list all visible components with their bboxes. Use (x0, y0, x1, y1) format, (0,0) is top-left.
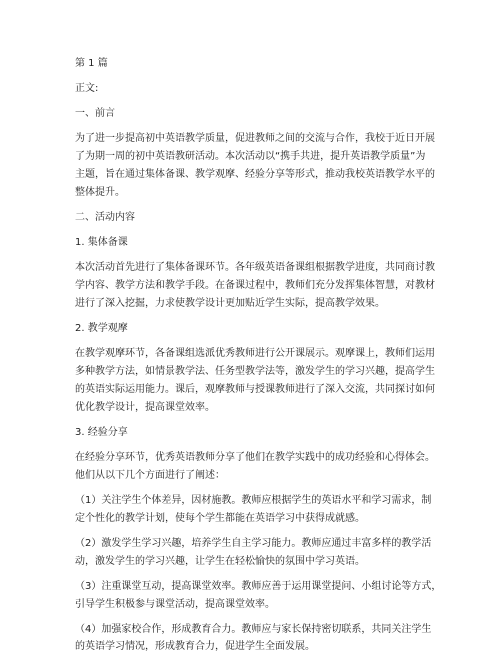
item3-line: 他们从以下几个方面进行了阐述： (75, 470, 225, 481)
content-heading: 二、活动内容 (75, 212, 135, 223)
article-label: 第 1 篇 (75, 58, 108, 69)
point4-line: （4）加强家校合作，形成教育合力。教师应与家长保持密切联系，共同关注学生 (75, 624, 432, 635)
item2-line: 多种教学方法，如情景教学法、任务型教学法等，激发学生的学习兴趣，提高学生 (75, 366, 435, 377)
intro-line: 为了进一步提高初中英语教学质量，促进教师之间的交流与合作，我校于近日开展 (75, 133, 435, 144)
point4-line: 的英语学习情况，形成教育合力，促进学生全面发展。 (75, 641, 315, 652)
item2-line: 在教学观摩环节，各备课组选派优秀教师进行公开课展示。观摩课上，教师们运用 (75, 348, 435, 359)
point1-line: 定个性化的教学计划，使每个学生都能在英语学习中获得成就感。 (75, 513, 365, 524)
item2-line: 优化教学设计，提高课堂效率。 (75, 402, 215, 413)
body-label: 正文: (75, 83, 99, 94)
point1-line: （1）关注学生个体差异，因材施教。教师应根据学生的英语水平和学习需求，制 (75, 495, 432, 506)
point2-line: 动，激发学生的学习兴趣，让学生在轻松愉快的氛围中学习英语。 (75, 556, 365, 567)
intro-heading: 一、前言 (75, 108, 115, 119)
point3-line: （3）注重课堂互动，提高课堂效率。教师应善于运用课堂提问、小组讨论等方式， (75, 581, 442, 592)
item1-line: 本次活动首先进行了集体备课环节。各年级英语备课组根据教学进度，共同商讨教 (75, 262, 435, 273)
intro-line: 主题，旨在通过集体备课、教学观摩、经验分享等形式，推动我校英语教学水平的 (75, 169, 435, 180)
item2-heading: 2. 教学观摩 (75, 323, 128, 334)
item1-line: 进行了深入挖掘，力求使教学设计更加贴近学生实际，提高教学效果。 (75, 298, 385, 309)
item3-heading: 3. 经验分享 (75, 427, 128, 438)
intro-line: 了为期一周的初中英语教研活动。本次活动以“携手共进，提升英语教学质量”为 (75, 151, 426, 162)
point3-line: 引导学生积极参与课堂活动，提高课堂效率。 (75, 599, 275, 610)
point2-line: （2）激发学生学习兴趣，培养学生自主学习能力。教师应通过丰富多样的教学活 (75, 538, 432, 549)
item3-line: 在经验分享环节，优秀英语教师分享了他们在教学实践中的成功经验和心得体会。 (75, 452, 435, 463)
item1-heading: 1. 集体备课 (75, 237, 128, 248)
item1-line: 学内容、教学方法和教学手段。在备课过程中，教师们充分发挥集体智慧，对教材 (75, 280, 435, 291)
intro-line: 整体提升。 (75, 187, 125, 198)
item2-line: 的英语实际运用能力。课后，观摩教师与授课教师进行了深入交流，共同探讨如何 (75, 384, 435, 395)
